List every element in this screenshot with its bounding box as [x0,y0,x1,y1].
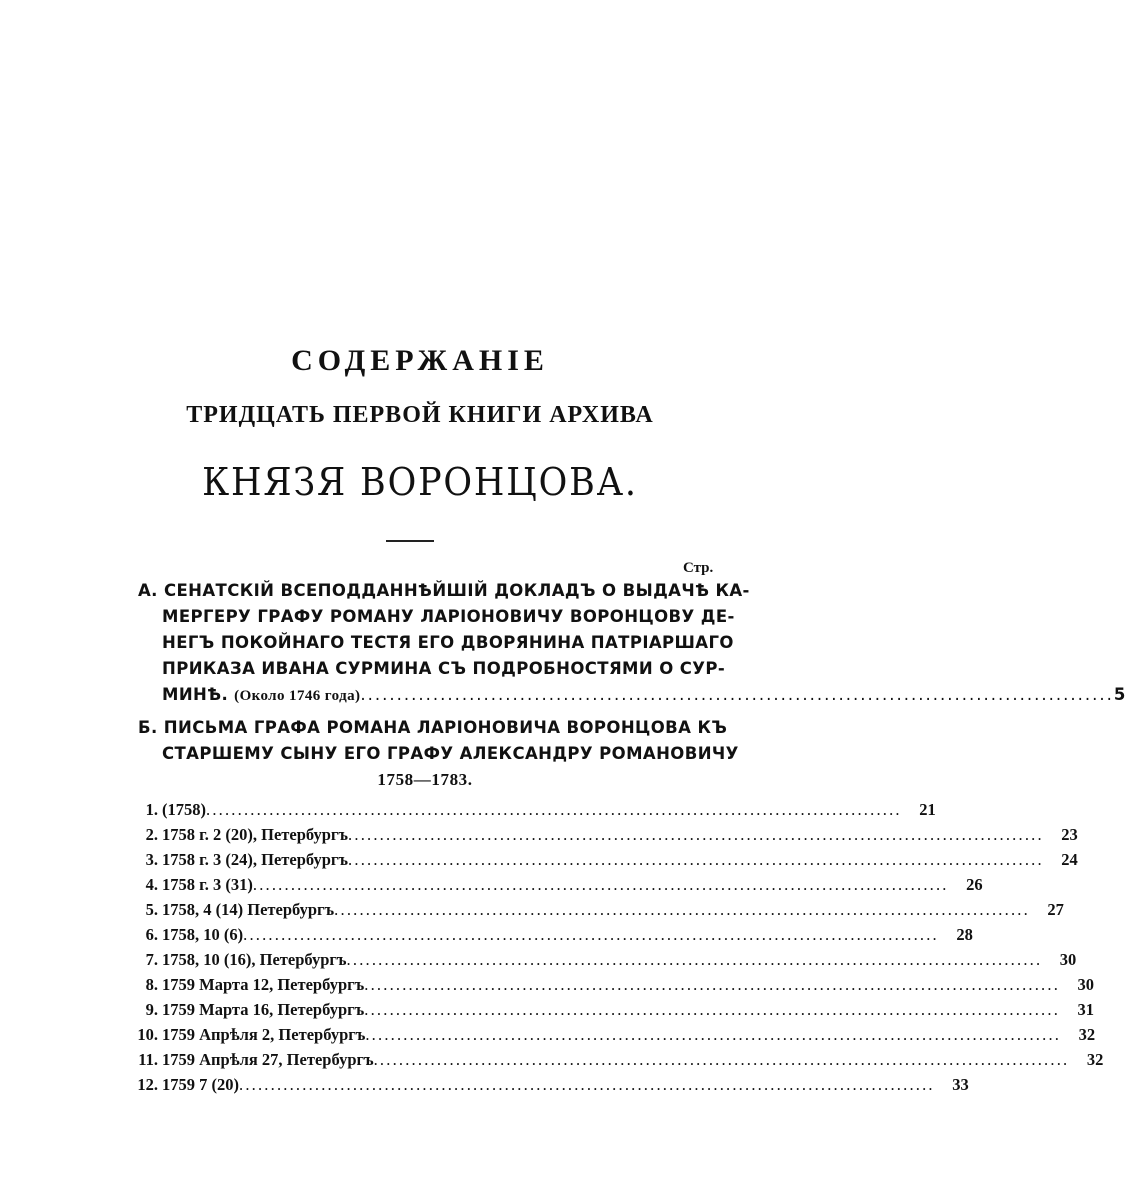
entry-text: 1758, 4 (14) Петербургъ [162,900,335,919]
section-a-line: А. СЕНАТСКІЙ ВСЕПОДДАННѢЙШІЙ ДОКЛАДЪ О ВЫДАЧѢ КА- [138,581,750,600]
entry-text: 1758 г. 3 (31) [162,875,253,894]
entry-text: 1758, 10 (16), Петербургъ [162,950,347,969]
entry-text: 1758 г. 3 (24), Петербургъ [162,850,349,869]
entry-text: 1759 Марта 12, Петербургъ [162,975,365,994]
divider-rule [386,540,434,542]
leader-dots: .............................................................................................................. [364,1000,1061,1019]
section-a-date-note: (Около 1746 года) [234,688,361,704]
entry-page: 30 [1077,975,1095,994]
entry-text: (1758) [162,800,206,819]
section-b-years: 1758—1783. [377,770,473,789]
entry-number: 11. [138,1050,158,1069]
entry-page: 23 [1061,825,1078,844]
section-b [138,715,739,793]
section-a-last-text: МИНѢ. [162,685,229,704]
entry-page: 32 [1086,1050,1104,1069]
entry-page: 26 [966,875,983,894]
toc-entry [120,950,1077,975]
leader-dots: .............................................................................................................. [252,875,949,894]
section-a-page-number: 5 [1113,685,1126,704]
entry-page: 30 [1059,950,1077,969]
entry-page: 28 [956,925,973,944]
toc-entry [120,900,1064,925]
section-a-last-line [138,682,1126,709]
entry-number: 9. [145,1000,158,1019]
leader-dots: .............................................................................................................. [206,800,902,819]
entry-page: 32 [1078,1025,1096,1044]
toc-entry [120,1050,1104,1075]
entry-number: 4. [145,875,158,894]
section-a-line: НЕГЪ ПОКОЙНАГО ТЕСТЯ ЕГО ДВОРЯНИНА ПАТРІАРШАГО [162,633,734,652]
section-a-line: ПРИКАЗА ИВАНА СУРМИНА СЪ ПОДРОБНОСТЯМИ О СУР- [162,659,726,678]
toc-entries [120,800,1104,1100]
page-subtitle: ТРИДЦАТЬ ПЕРВОЙ КНИГИ АРХИВА [186,402,654,428]
entry-text: 1759 Марта 16, Петербургъ [162,1000,365,1019]
entry-number: 1. [145,800,158,819]
entry-text: 1759 7 (20) [162,1075,239,1094]
toc-entry [120,825,1078,850]
section-a-line: МЕРГЕРУ ГРАФУ РОМАНУ ЛАРІОНОВИЧУ ВОРОНЦОВУ ДЕ- [162,607,735,626]
archive-name: КНЯЗЯ ВОРОНЦОВА. [202,460,638,504]
entry-text: 1759 Апрѣля 2, Петербургъ [162,1025,366,1044]
leader-dots: .............................................................................................................. [334,900,1030,919]
leader-dots: .............................................................................................................. [243,925,939,944]
section-a [138,578,1126,709]
page-title: СОДЕРЖАНІЕ [291,344,549,377]
section-b-line: Б. ПИСЬМА ГРАФА РОМАНА ЛАРІОНОВИЧА ВОРОНЦОВА КЪ [138,718,728,737]
entry-page: 33 [952,1075,969,1094]
toc-entry [120,1025,1096,1050]
entry-text: 1759 Апрѣля 27, Петербургъ [162,1050,374,1069]
leader-dots: .............................................................................................................. [239,1075,935,1094]
toc-entry [120,800,936,825]
entry-text: 1758, 10 (6) [162,925,244,944]
entry-number: 2. [145,825,158,844]
entry-number: 7. [145,950,158,969]
entry-number: 12. [137,1075,158,1094]
toc-entry [120,850,1078,875]
toc-entry [120,875,983,900]
entry-number: 8. [145,975,158,994]
leader-dots: .............................................................................................................. [373,1050,1070,1069]
toc-entry [120,1000,1095,1025]
leader-dots: .............................................................................................................. [348,850,1044,869]
leader-dots: .............................................................................................................. [346,950,1043,969]
entry-number: 10. [137,1025,158,1044]
entry-page: 21 [919,800,936,819]
entry-page: 27 [1047,900,1064,919]
leader-dots: .............................................................................................................. [348,825,1044,844]
entry-number: 3. [145,850,158,869]
leader-dots: .............................................................................................................. [365,1025,1062,1044]
entry-number: 5. [145,900,158,919]
toc-entry [120,925,973,950]
leader-dots: .............................................................................................................. [364,975,1061,994]
section-b-line: СТАРШЕМУ СЫНУ ЕГО ГРАФУ АЛЕКСАНДРУ РОМАНОВИЧУ [162,744,739,763]
toc-entry [120,1075,969,1100]
entry-text: 1758 г. 2 (20), Петербургъ [162,825,349,844]
entry-page: 24 [1061,850,1078,869]
toc-entry [120,975,1095,1000]
entry-number: 6. [145,925,158,944]
entry-page: 31 [1077,1000,1095,1019]
page-column-label: Стр. [683,560,714,576]
leader-dots: ........................................................................................................ [360,685,1114,704]
